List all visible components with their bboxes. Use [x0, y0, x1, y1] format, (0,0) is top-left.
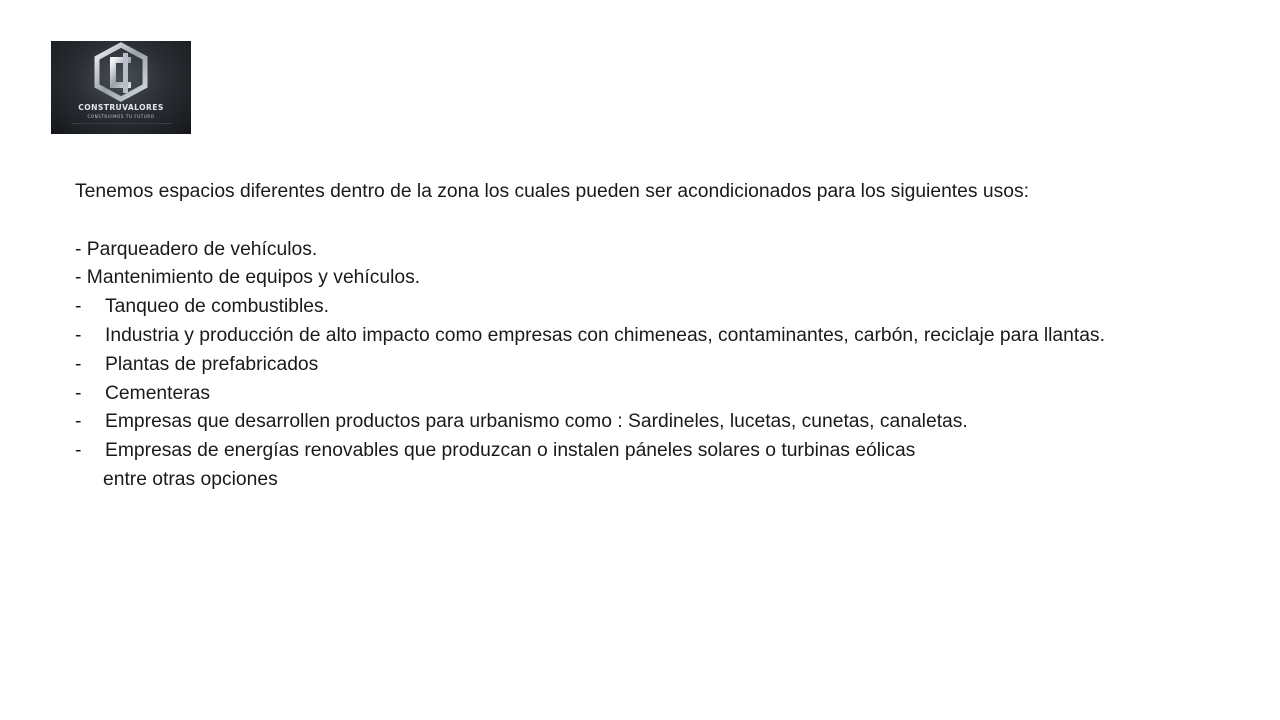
list-item-text: Empresas que desarrollen productos para urbanismo como : Sardineles, lucetas, cunetas, canaletas. [105, 411, 968, 433]
intro-paragraph: Tenemos espacios diferentes dentro de la zona los cuales pueden ser acondicionados para los siguientes usos: [75, 181, 1029, 202]
list-item-urbanismo [75, 408, 1155, 437]
logo-company-name: CONSTRUVALORES [78, 103, 164, 112]
list-item-parqueadero: - Parqueadero de vehículos. [75, 238, 318, 260]
paragraph-spacer [75, 207, 1155, 236]
list-item-tanqueo [75, 293, 1155, 322]
list-item-text: Cementeras [105, 382, 211, 404]
list-item-text: Plantas de prefabricados [105, 353, 319, 375]
list-item-text: Tanqueo de combustibles. [105, 296, 330, 318]
bullet-dash: - [75, 382, 82, 404]
logo-tagline: CONSTRUIMOS TU FUTURO [87, 114, 155, 119]
slide-body [75, 178, 1155, 495]
list-item-cementeras [75, 380, 1155, 409]
bullet-dash: - [75, 353, 82, 375]
bullet-dash: - [75, 324, 82, 346]
bullet-dash: - [75, 296, 82, 318]
list-item-text: Empresas de energías renovables que produzcan o instalen páneles solares o turbinas eólicas [105, 440, 916, 462]
list-item-energias [75, 437, 1155, 466]
construvalores-logo [51, 41, 191, 134]
list-item-mantenimiento: - Mantenimiento de equipos y vehículos. [75, 267, 421, 289]
list-item-prefabricados [75, 351, 1155, 380]
bullet-dash: - [75, 440, 82, 462]
logo-emblem-icon [51, 41, 191, 134]
list-item-text: Industria y producción de alto impacto como empresas con chimeneas, contaminantes, carbón, reciclaje para llantas. [105, 324, 1105, 346]
bullet-dash: - [75, 411, 82, 433]
list-item-industria [75, 322, 1155, 351]
closing-text: entre otras opciones [103, 468, 278, 490]
